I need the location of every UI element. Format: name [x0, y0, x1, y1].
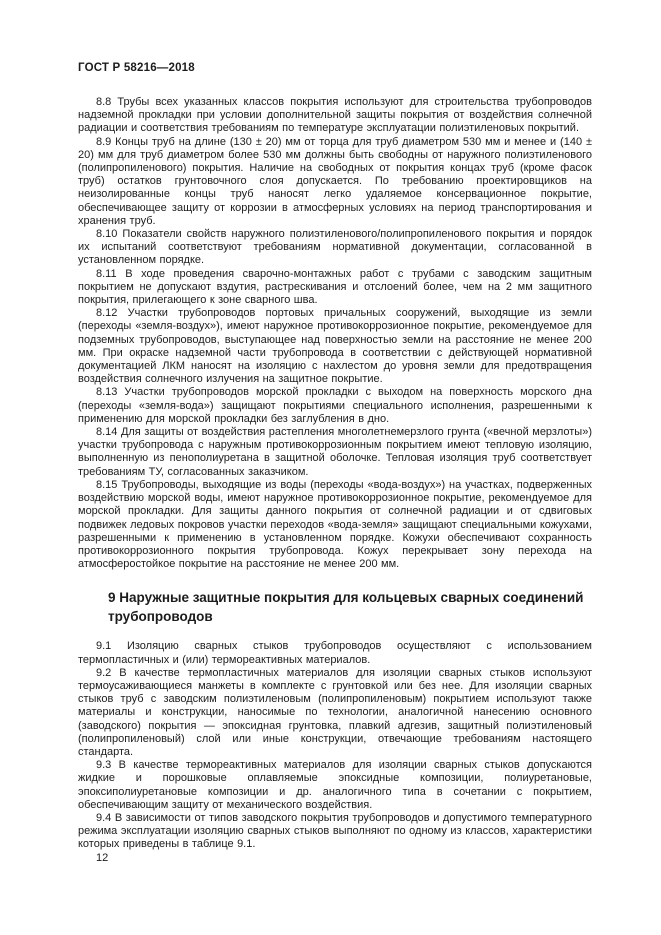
paragraph-8-13: 8.13 Участки трубопроводов морской прокладки с выходом на поверхность морского дна (переходы «земля-вода») защищают покрытиями специального исполнения, разрешенными к применению для морской прокладки без заглубления в дно.: [78, 386, 592, 425]
paragraph-8-11: 8.11 В ходе проведения сварочно-монтажных работ с трубами с заводским защитным покрытием не допускают вздутия, растрескивания и отслоений более, чем на 2 мм защитного покрытия, прилегающего к зоне сварного шва.: [78, 267, 592, 307]
paragraph-8-15: 8.15 Трубопроводы, выходящие из воды (переходы «вода-воздух») на участках, подверженных воздействию морской воды, имеют наружное противокоррозионное покрытие, рекомендуемое для морской прокладки. Для защиты данного покрытия от солнечной радиации и от сдвиговых подвижек ледовых покровов участки переходов «вода-земля» защищают специальными кожухами, разрешенными к применению в установленном порядке. Кожухи обеспечивают сохранность противокоррозионного покрытия трубопровода. Кожух перекрывает зону перехода на атмосферостойкое покрытие на расстояние не менее 200 мм.: [78, 478, 592, 571]
paragraph-8-14: 8.14 Для защиты от воздействия растепления многолетнемерзлого грунта («вечной мерзлоты») участки трубопровода с наружным противокоррозионным покрытием имеют тепловую изоляцию, выполненную из пенополиуретана в защитной оболочке. Тепловая изоляция труб соответствует требованиям ТУ, согласованных заказчиком.: [78, 426, 592, 478]
paragraph-9-4: 9.4 В зависимости от типов заводского покрытия трубопроводов и допустимого температурного режима эксплуатации изоляцию сварных стыков выполняют по одному из классов, характеристики которых приведены в таблице 9.1.: [78, 811, 592, 851]
page-number: 12: [96, 851, 109, 864]
paragraph-8-9: 8.9 Концы труб на длине (130 ± 20) мм от торца для труб диаметром 530 мм и менее и (140 ± 20) мм для труб диаметром более 530 мм должны быть свободны от наружного полиэтиленового (полипропиленового) покрытия. Наличие на свободных от покрытия концах труб (кроме фасок труб) остатков грунтовочного слоя допускается. По требованию проектировщиков на неизолированные концы труб наносят легко удаляемое консервационное покрытие, обеспечивающее защиту от коррозии в атмосферных условиях на период транспортирования и хранения труб.: [78, 135, 592, 227]
paragraph-9-1: 9.1 Изоляцию сварных стыков трубопроводов осуществляют с использованием термопластичных и (или) термореактивных материалов.: [78, 640, 592, 666]
paragraph-9-2: 9.2 В качестве термопластичных материалов для изоляции сварных стыков используют термоусаживающиеся манжеты в комплекте с грунтовкой или без нее. Для изоляции сварных стыков труб с заводским полиэтиленовым (полипропиленовым) покрытием используют также материалы и конструкции, наносимые по технологии, аналогичной нанесению основного (заводского) покрытия — эпоксидная грунтовка, плавкий адгезив, защитный полиэтиленовый (полипропиленовый) слой или иные конструкции, отвечающие требованиям настоящего стандарта.: [78, 666, 592, 758]
paragraph-8-8: 8.8 Трубы всех указанных классов покрытия используют для строительства трубопроводов надземной прокладки при условии дополнительной защиты покрытия от воздействия солнечной радиации и соответствия требованиям по температуре эксплуатации полиэтиленовых покрытий.: [78, 96, 592, 135]
document-body: [78, 96, 592, 865]
paragraph-9-3: 9.3 В качестве термореактивных материалов для изоляции сварных стыков допускаются жидкие и порошковые оплавляемые эпоксидные композиции, полиуретановые, эпоксиполиуретановые композиции и др. аналогичного типа в сочетании с покрытием, обеспечивающим защиту от механического воздействия.: [78, 759, 592, 811]
paragraph-8-10: 8.10 Показатели свойств наружного полиэтиленового/полипропиленового покрытия и порядок их испытаний соответствуют требованиям нормативной документации, согласованной в установленном порядке.: [78, 228, 592, 267]
section-9-heading: 9 Наружные защитные покрытия для кольцевых сварных соединений трубопроводов: [108, 590, 584, 625]
document-header: ГОСТ Р 58216—2018: [78, 62, 195, 74]
paragraph-8-12: 8.12 Участки трубопроводов портовых причальных сооружений, выходящие из земли (переходы «земля-воздух»), имеют наружное противокоррозионное покрытие, рекомендуемое для подземных трубопроводов, выступающее над поверхностью земли на расстояние не менее 200 мм. При окраске надземной части трубопровода в соответствии с действующей нормативной документацией ЛКМ наносят на изоляцию с нахлестом до уровня земли для предотвращения воздействия солнечного излучения на защитное покрытие.: [78, 307, 592, 386]
